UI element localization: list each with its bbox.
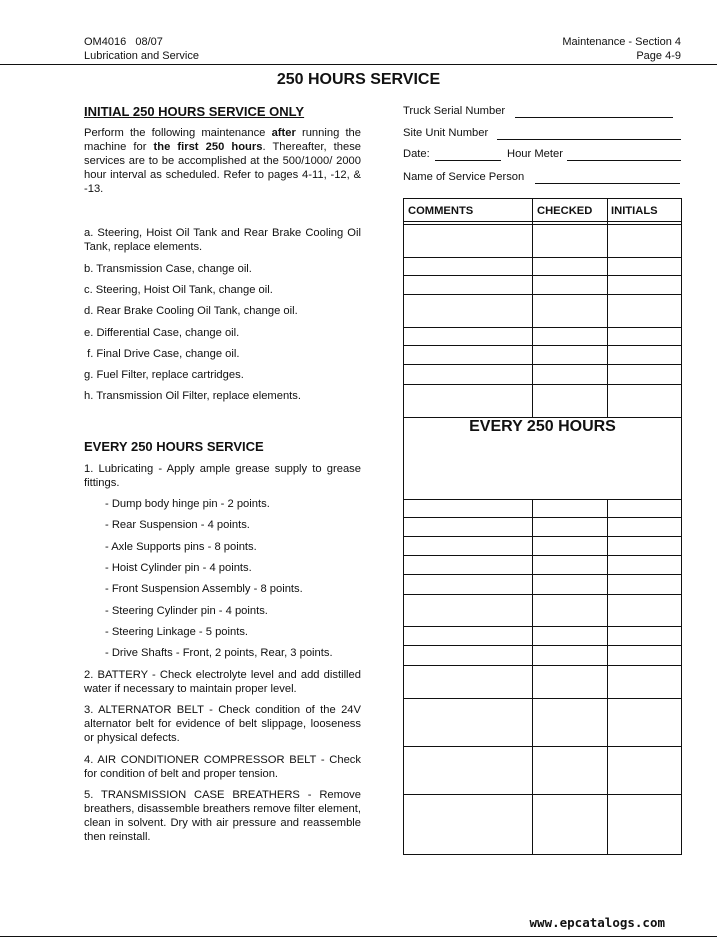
hour-meter-label: Hour Meter — [507, 148, 563, 160]
lube-point: - Drive Shafts - Front, 2 points, Rear, 3 points. — [105, 647, 333, 659]
lube-point: - Rear Suspension - 4 points. — [105, 519, 250, 531]
lube-point: - Dump body hinge pin - 2 points. — [105, 498, 270, 510]
lube-item: 1. Lubricating - Apply ample grease supply to grease fittings. — [84, 463, 361, 489]
row-line — [404, 574, 681, 575]
doc-id: OM4016 08/07 — [84, 36, 163, 48]
initial-item-f: f. Final Drive Case, change oil. — [84, 348, 240, 360]
row-line — [404, 594, 681, 595]
ac-belt-item: 4. AIR CONDITIONER COMPRESSOR BELT - Check for condition of belt and proper tension. — [84, 754, 361, 780]
row-line — [404, 665, 681, 666]
row-line — [404, 345, 681, 346]
initial-item-c: c. Steering, Hoist Oil Tank, change oil. — [84, 284, 273, 296]
breathers-item: 5. TRANSMISSION CASE BREATHERS - Remove breathers, disassemble breathers remove filter element, clean in solvent. Dry with air pressure and reassemble then reinstall. — [84, 789, 361, 843]
service-record-table — [403, 198, 682, 855]
truck-serial-label: Truck Serial Number — [403, 105, 506, 117]
section-label: Maintenance - Section 4 — [562, 36, 681, 48]
service-person-line[interactable] — [535, 183, 680, 184]
row-line — [404, 626, 681, 627]
row-line — [404, 221, 681, 222]
footer-url: www.epcatalogs.com — [529, 915, 665, 930]
row-line — [404, 746, 681, 747]
row-line — [404, 517, 681, 518]
row-line — [404, 536, 681, 537]
service-person-label: Name of Service Person — [403, 171, 525, 183]
footer-rule — [0, 936, 717, 937]
truck-serial-line[interactable] — [515, 117, 673, 118]
lube-point: - Steering Cylinder pin - 4 points. — [105, 605, 268, 617]
battery-item: 2. BATTERY - Check electrolyte level and add distilled water if necessary to maintain proper level. — [84, 669, 361, 695]
initial-item-e: e. Differential Case, change oil. — [84, 327, 240, 339]
every-250-label: EVERY 250 HOURS — [469, 418, 616, 435]
row-line — [404, 275, 681, 276]
row-line — [404, 224, 681, 225]
row-line — [404, 327, 681, 328]
row-line — [404, 794, 681, 795]
col-divider — [607, 199, 608, 418]
lube-point: - Steering Linkage - 5 points. — [105, 626, 249, 638]
initial-intro: Perform the following maintenance after running the machine for the first 250 hours. Thereafter, these services are to be accomplished at the 500/1000/ 2000 hour interval as scheduled. Refer to pages 4-11, -12, & -13. — [84, 127, 362, 195]
date-line[interactable] — [435, 160, 501, 161]
doc-subtitle: Lubrication and Service — [84, 49, 199, 62]
initial-item-a: a. Steering, Hoist Oil Tank and Rear Brake Cooling Oil Tank, replace elements. — [84, 227, 361, 253]
col-checked: CHECKED — [537, 205, 593, 217]
row-line — [404, 257, 681, 258]
alternator-item: 3. ALTERNATOR BELT - Check condition of the 24V alternator belt for evidence of belt slippage, looseness or physical defects. — [84, 704, 361, 744]
date-label: Date: — [403, 148, 430, 160]
initial-item-b: b. Transmission Case, change oil. — [84, 263, 252, 275]
initial-item-h: h. Transmission Oil Filter, replace elements. — [84, 390, 301, 402]
lube-point: - Front Suspension Assembly - 8 points. — [105, 583, 303, 595]
header-left — [84, 36, 199, 63]
header-rule — [0, 64, 717, 65]
row-line — [404, 645, 681, 646]
initial-item-g: g. Fuel Filter, replace cartridges. — [84, 369, 244, 381]
row-line — [404, 555, 681, 556]
initial-heading: INITIAL 250 HOURS SERVICE ONLY — [84, 104, 305, 119]
lube-point: - Axle Supports pins - 8 points. — [105, 541, 257, 553]
page-title: 250 HOURS SERVICE — [276, 71, 441, 88]
row-line — [404, 384, 681, 385]
site-unit-label: Site Unit Number — [403, 127, 489, 139]
site-unit-line[interactable] — [497, 139, 681, 140]
initial-item-d: d. Rear Brake Cooling Oil Tank, change oil. — [84, 305, 298, 317]
every-heading: EVERY 250 HOURS SERVICE — [84, 439, 264, 454]
lube-point: - Hoist Cylinder pin - 4 points. — [105, 562, 252, 574]
col-divider — [532, 499, 533, 854]
col-comments: COMMENTS — [408, 205, 474, 217]
row-line — [404, 364, 681, 365]
col-divider — [607, 499, 608, 854]
row-line — [404, 499, 681, 500]
page-number: Page 4-9 — [636, 49, 681, 62]
row-line — [404, 698, 681, 699]
row-line — [404, 294, 681, 295]
header-right — [562, 36, 681, 63]
hour-meter-line[interactable] — [567, 160, 681, 161]
col-initials: INITIALS — [611, 205, 658, 217]
col-divider — [532, 199, 533, 418]
